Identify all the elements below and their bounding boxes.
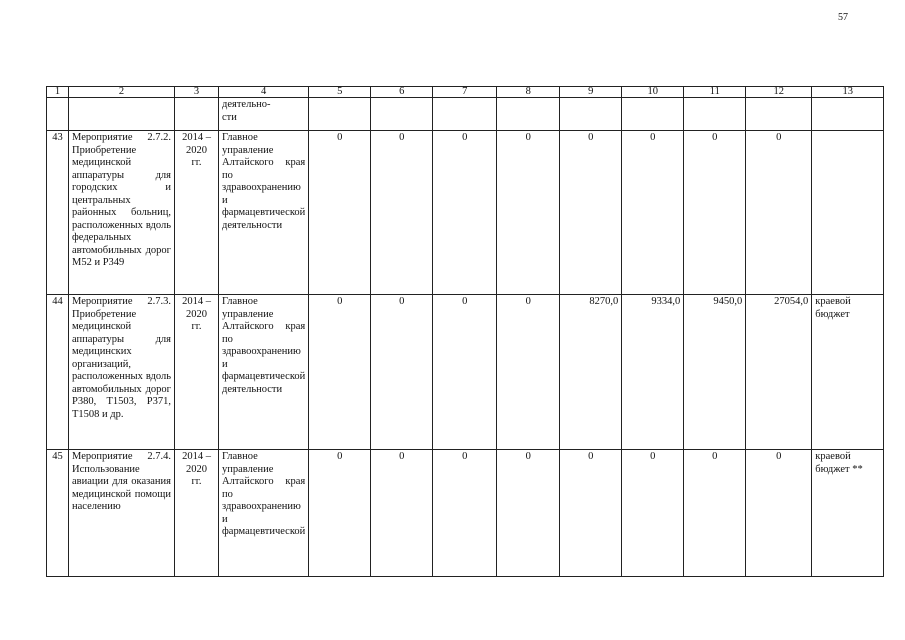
header-cell: 8 [497,87,560,98]
executor-cell: Главное управление Алтайского края по здравоохранению и фармацевтической деятельности [219,131,309,295]
row-number: 43 [47,131,69,295]
table-row [47,131,884,295]
header-cell: 13 [812,87,884,98]
value-cell: 0 [497,131,560,295]
value-cell: 0 [684,450,746,577]
value-cell: 0 [309,131,371,295]
header-cell: 11 [684,87,746,98]
period-cell: 2014 – 2020 гг. [175,131,219,295]
table-cell [497,98,560,131]
executor-cell: Главное управление Алтайского края по здравоохранению и фармацевтической деятельности [219,295,309,450]
table-cell [622,98,684,131]
table-cell [309,98,371,131]
page-number: 57 [838,12,848,23]
header-cell: 7 [433,87,497,98]
funding-source: краевой бюджет [812,295,884,450]
value-cell: 0 [309,295,371,450]
value-cell: 9334,0 [622,295,684,450]
value-cell: 0 [622,450,684,577]
executor-cell: Главное управление Алтайского края по здравоохранению и фармацевтической [219,450,309,577]
header-cell: 10 [622,87,684,98]
header-cell: 6 [371,87,433,98]
value-cell: 0 [497,450,560,577]
funding-source: краевой бюджет ** [812,450,884,577]
header-cell: 1 [47,87,69,98]
header-cell: 5 [309,87,371,98]
header-cell: 4 [219,87,309,98]
measure-name: Мероприятие 2.7.4. Использование авиации для оказания медицинской помощи населению [69,450,175,577]
table-cell [69,98,175,131]
measure-name: Мероприятие 2.7.2. Приобретение медицинской аппаратуры для городских и центральных районных больниц, расположенных вдоль федеральных автомобильных дорог М52 и Р349 [69,131,175,295]
value-cell: 0 [560,131,622,295]
value-cell: 0 [684,131,746,295]
table-cell [560,98,622,131]
measure-name: Мероприятие 2.7.3. Приобретение медицинской аппаратуры для медицинских организаций, расположенных вдоль автомобильных дорог Р380, Т1503, Р371, Т1508 и др. [69,295,175,450]
table-cell [371,98,433,131]
table-row [47,295,884,450]
table-cell [746,98,812,131]
header-cell: 2 [69,87,175,98]
row-number: 44 [47,295,69,450]
value-cell: 0 [746,450,812,577]
table-cell [684,98,746,131]
header-row [47,87,884,98]
value-cell: 9450,0 [684,295,746,450]
table-cell [433,98,497,131]
header-cell: 12 [746,87,812,98]
value-cell: 0 [433,295,497,450]
value-cell: 0 [497,295,560,450]
value-cell: 0 [433,131,497,295]
value-cell: 0 [371,295,433,450]
period-cell: 2014 – 2020 гг. [175,450,219,577]
value-cell: 0 [433,450,497,577]
table-row [47,450,884,577]
funding-source [812,131,884,295]
continuation-row [47,98,884,131]
value-cell: 0 [371,131,433,295]
value-cell: 27054,0 [746,295,812,450]
value-cell: 0 [746,131,812,295]
value-cell: 0 [371,450,433,577]
header-cell: 3 [175,87,219,98]
value-cell: 8270,0 [560,295,622,450]
table-cell [47,98,69,131]
executor-cell: деятельно- сти [219,98,309,131]
header-cell: 9 [560,87,622,98]
row-number: 45 [47,450,69,577]
program-table [46,86,884,577]
value-cell: 0 [309,450,371,577]
table-cell [175,98,219,131]
value-cell: 0 [560,450,622,577]
period-cell: 2014 – 2020 гг. [175,295,219,450]
table-cell [812,98,884,131]
value-cell: 0 [622,131,684,295]
